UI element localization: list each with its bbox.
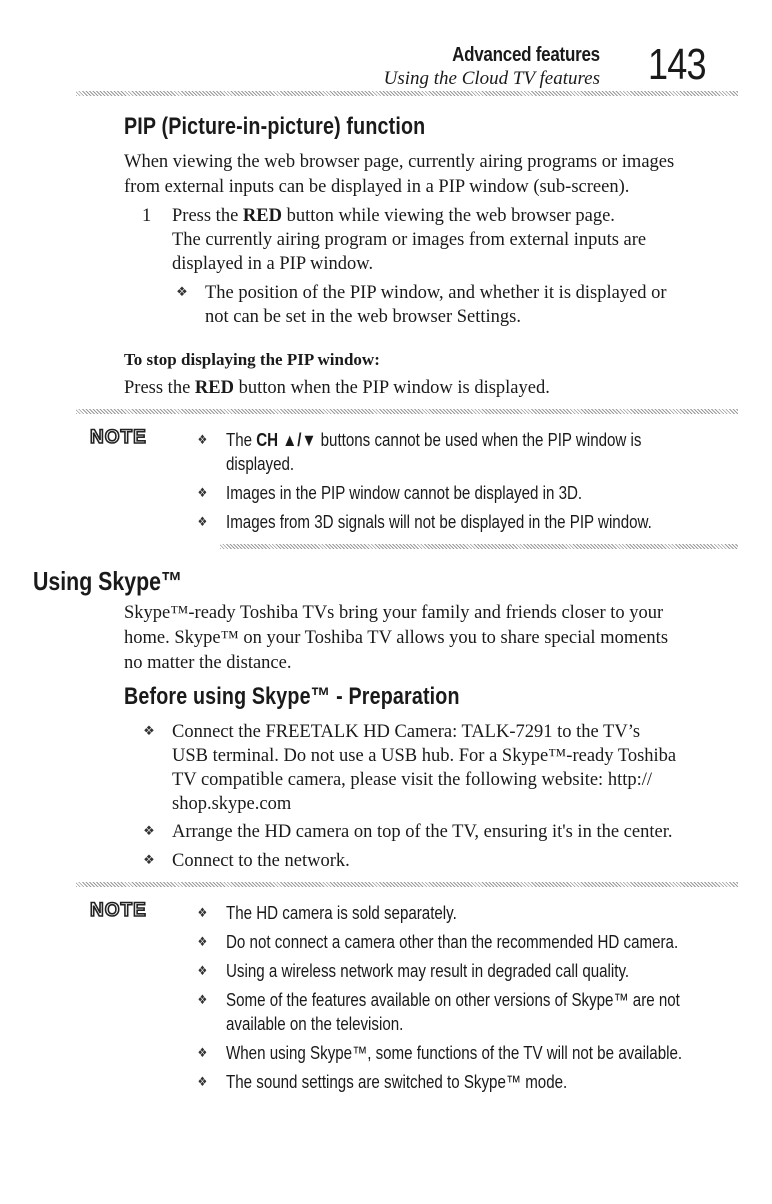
bullet-icon: ❖	[197, 934, 208, 949]
note-item: ❖ When using Skype™, some functions of the TV will not be available.	[226, 1041, 682, 1065]
subsection-title: Using the Cloud TV features	[383, 68, 600, 89]
note-item-line-2: available on the television.	[226, 1014, 404, 1034]
prep-bullet-line-3: TV compatible camera, please visit the following website: http://	[172, 770, 653, 790]
bullet-icon: ❖	[197, 905, 208, 920]
note-item: ❖ The sound settings are switched to Skype™ mode.	[226, 1070, 567, 1094]
step-detail-line-2: displayed in a PIP window.	[172, 254, 374, 274]
stop-text: Press the RED button when the PIP window is displayed.	[124, 378, 550, 398]
pip-intro-line-2: from external inputs can be displayed in a PIP window (sub-screen).	[124, 177, 630, 197]
prep-heading: Before using Skype™ - Preparation	[124, 683, 460, 710]
note-label: NOTE	[90, 427, 147, 448]
bullet-icon: ❖	[197, 514, 208, 529]
bullet-icon: ❖	[197, 1045, 208, 1060]
header-rule	[76, 91, 738, 96]
note-item: ❖ Images from 3D signals will not be displayed in the PIP window.	[226, 510, 652, 534]
step-text: Press the RED button while viewing the web browser page.	[172, 206, 615, 226]
skype-intro-line-1: Skype™-ready Toshiba TVs bring your family and friends closer to your	[124, 603, 664, 623]
section-title: Advanced features	[452, 44, 600, 66]
step-detail-line-1: The currently airing program or images from external inputs are	[172, 230, 647, 250]
note-item: ❖ The HD camera is sold separately.	[226, 901, 457, 925]
bullet-icon: ❖	[143, 723, 155, 738]
bullet-icon: ❖	[143, 852, 155, 867]
pip-sub-bullet: ❖ The position of the PIP window, and whether it is displayed or	[205, 281, 667, 305]
bullet-icon: ❖	[143, 823, 155, 838]
prep-bullet: ❖ Arrange the HD camera on top of the TV, ensuring it's in the center.	[172, 820, 672, 844]
page-number: 143	[648, 40, 706, 89]
skype-intro-line-2: home. Skype™ on your Toshiba TV allows you to share special moments	[124, 628, 669, 648]
note-item: ❖ Some of the features available on other versions of Skype™ are not	[226, 988, 680, 1012]
bullet-icon: ❖	[197, 992, 208, 1007]
note-item: ❖ Images in the PIP window cannot be displayed in 3D.	[226, 481, 582, 505]
stop-heading: To stop displaying the PIP window:	[124, 350, 380, 369]
bullet-icon: ❖	[176, 284, 188, 299]
prep-bullet: ❖ Connect to the network.	[172, 849, 350, 873]
skype-heading: Using Skype™	[33, 566, 183, 596]
note-item: ❖ Do not connect a camera other than the recommended HD camera.	[226, 930, 678, 954]
note-label: NOTE	[90, 900, 147, 921]
bullet-icon: ❖	[197, 1074, 208, 1089]
note-rule-top	[76, 409, 738, 414]
skype-intro-line-3: no matter the distance.	[124, 653, 292, 673]
note-item: ❖ The CH ▲/▼ buttons cannot be used when the PIP window is	[226, 428, 641, 452]
note-rule-top	[76, 882, 738, 887]
step-number: 1	[142, 206, 152, 226]
pip-intro-line-1: When viewing the web browser page, currently airing programs or images	[124, 152, 675, 172]
pip-heading: PIP (Picture-in-picture) function	[124, 113, 426, 140]
bullet-icon: ❖	[197, 485, 208, 500]
note-item-line-2: displayed.	[226, 454, 295, 474]
note-rule-bottom	[220, 544, 738, 549]
bullet-icon: ❖	[197, 432, 208, 447]
prep-bullet-line-4: shop.skype.com	[172, 794, 292, 814]
prep-bullet-line-2: USB terminal. Do not use a USB hub. For a Skype™-ready Toshiba	[172, 746, 677, 766]
pip-sub-bullet-line-2: not can be set in the web browser Settings.	[205, 307, 521, 327]
note-item: ❖ Using a wireless network may result in degraded call quality.	[226, 959, 629, 983]
prep-bullet: ❖ Connect the FREETALK HD Camera: TALK-7291 to the TV’s	[172, 720, 640, 744]
bullet-icon: ❖	[197, 963, 208, 978]
